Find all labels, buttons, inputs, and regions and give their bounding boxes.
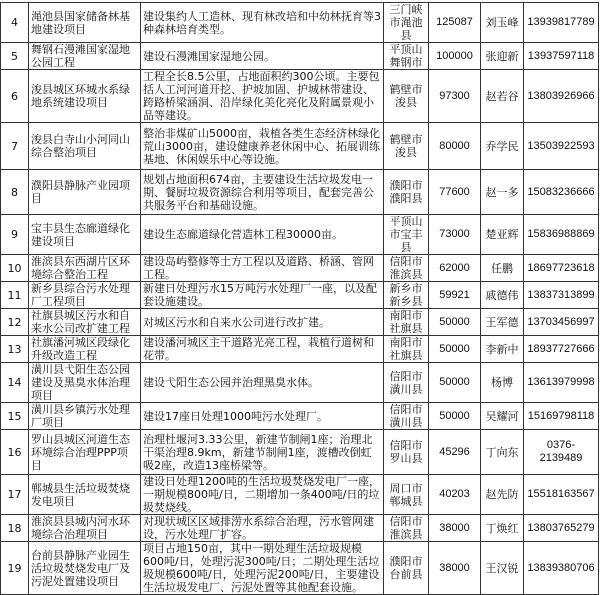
project-table bbox=[0, 2, 599, 595]
location: 鹤壁市浚县 bbox=[384, 70, 429, 123]
row-number: 12 bbox=[1, 309, 29, 336]
table-row bbox=[1, 70, 599, 123]
row-number: 10 bbox=[1, 255, 29, 282]
investment-amount: 40203 bbox=[429, 475, 481, 515]
investment-amount: 77600 bbox=[429, 170, 481, 215]
row-number: 4 bbox=[1, 3, 29, 43]
location: 南阳市社旗县 bbox=[384, 309, 429, 336]
location: 三门峡市渑池县 bbox=[384, 3, 429, 43]
project-description: 建设弋阳生态公园并治理黑臭水体。 bbox=[141, 363, 384, 403]
project-name: 社旗县城区污水和自来水公司改扩建工程 bbox=[29, 309, 141, 336]
table-row bbox=[1, 123, 599, 170]
location: 信阳市潢川县 bbox=[384, 403, 429, 430]
table-row bbox=[1, 309, 599, 336]
table-row bbox=[1, 215, 599, 255]
table-row bbox=[1, 515, 599, 542]
contact-person: 王军德 bbox=[481, 309, 524, 336]
table-row bbox=[1, 475, 599, 515]
contact-person: 丁向东 bbox=[481, 430, 524, 475]
investment-amount: 50000 bbox=[429, 363, 481, 403]
location: 信阳市淮滨县 bbox=[384, 255, 429, 282]
investment-amount: 73000 bbox=[429, 215, 481, 255]
location: 信阳市淮滨县 bbox=[384, 515, 429, 542]
project-description: 建设集约人工造林、现有林改培和中幼林抚育等3种森林培育类型。 bbox=[141, 3, 384, 43]
contact-person: 赵先防 bbox=[481, 475, 524, 515]
location: 信阳市潢川县 bbox=[384, 363, 429, 403]
location: 平顶山市宝丰县 bbox=[384, 215, 429, 255]
phone-number: 18697723618 bbox=[524, 255, 599, 282]
phone-number: 13503922593 bbox=[524, 123, 599, 170]
table-row bbox=[1, 336, 599, 363]
project-description: 项目占地150亩，其中一期处理生活垃圾规模600吨/日，处理污泥300吨/日；二期处理生活垃圾规模600吨/日，处理污泥200吨/日，主要建设生活垃圾发电厂、污泥处置等其他配套设施。 bbox=[141, 542, 384, 595]
phone-number: 0376-2139489 bbox=[524, 430, 599, 475]
project-description: 对城区污水和自来水公司进行改扩建。 bbox=[141, 309, 384, 336]
row-number: 19 bbox=[1, 542, 29, 595]
phone-number: 13937597118 bbox=[524, 43, 599, 70]
project-description: 建设石漫滩国家湿地公园。 bbox=[141, 43, 384, 70]
phone-number: 13703456997 bbox=[524, 309, 599, 336]
table-row bbox=[1, 170, 599, 215]
location: 濮阳市濮阳县 bbox=[384, 170, 429, 215]
project-name: 宝丰县生态廊道绿化建设项目 bbox=[29, 215, 141, 255]
investment-amount: 50000 bbox=[429, 336, 481, 363]
project-description: 整治非煤矿山5000亩，栽植各类生态经济林绿化荒山3000亩，建设健康养老休闲中心、拓展训练基地、休闲娱乐中心等设施。 bbox=[141, 123, 384, 170]
project-name: 浚县城区环城水系绿地系统建设项目 bbox=[29, 70, 141, 123]
project-name: 浚县白寺山小河同山综合整治项目 bbox=[29, 123, 141, 170]
location: 新乡市新乡县 bbox=[384, 282, 429, 309]
contact-person: 赵若谷 bbox=[481, 70, 524, 123]
location: 鹤壁市浚县 bbox=[384, 123, 429, 170]
investment-amount: 100000 bbox=[429, 43, 481, 70]
project-description: 对现状城区区域排涝水系综合治理，污水管网建设，污水处理厂扩容。 bbox=[141, 515, 384, 542]
location: 平顶山舞钢市 bbox=[384, 43, 429, 70]
contact-person: 李新中 bbox=[481, 336, 524, 363]
row-number: 16 bbox=[1, 430, 29, 475]
project-description: 规划占地面积674亩，主要建设生活垃圾发电一期、餐厨垃圾资源综合利用等项目，配套完善公共服务平台和基础设施。 bbox=[141, 170, 384, 215]
row-number: 15 bbox=[1, 403, 29, 430]
project-name: 罗山县城区河道生态环境综合治理PPP项目 bbox=[29, 430, 141, 475]
project-name: 社旗潘河城区段绿化升级改造工程 bbox=[29, 336, 141, 363]
project-name: 新乡县综合污水处理厂工程项目 bbox=[29, 282, 141, 309]
contact-person: 戚德伟 bbox=[481, 282, 524, 309]
project-name: 舞钢石漫滩国家湿地公园工程 bbox=[29, 43, 141, 70]
table-row bbox=[1, 282, 599, 309]
project-name: 淮滨县县城内河水环境综合治理项目 bbox=[29, 515, 141, 542]
contact-person: 杨博 bbox=[481, 363, 524, 403]
phone-number: 13613979998 bbox=[524, 363, 599, 403]
contact-person: 赵一多 bbox=[481, 170, 524, 215]
investment-amount: 38000 bbox=[429, 515, 481, 542]
project-name: 郸城县生活垃圾焚烧发电项目 bbox=[29, 475, 141, 515]
table-row bbox=[1, 542, 599, 595]
investment-amount: 50000 bbox=[429, 309, 481, 336]
phone-number: 15836988869 bbox=[524, 215, 599, 255]
row-number: 17 bbox=[1, 475, 29, 515]
contact-person: 刘玉峰 bbox=[481, 3, 524, 43]
location: 周口市郸城县 bbox=[384, 475, 429, 515]
project-description: 建设日处理1200吨的生活垃圾焚烧发电厂一座，一期规模800吨/日，二期增加一条400吨/日的垃圾焚烧线。 bbox=[141, 475, 384, 515]
contact-person: 吴耀河 bbox=[481, 403, 524, 430]
table-row bbox=[1, 43, 599, 70]
investment-amount: 125087 bbox=[429, 3, 481, 43]
row-number: 6 bbox=[1, 70, 29, 123]
project-description: 建设17座日处理1000吨污水处理厂。 bbox=[141, 403, 384, 430]
location: 信阳市罗山县 bbox=[384, 430, 429, 475]
phone-number: 13837313899 bbox=[524, 282, 599, 309]
project-description: 建设岛屿整修等土方工程以及道路、桥涵、管网工程。 bbox=[141, 255, 384, 282]
phone-number: 13803765279 bbox=[524, 515, 599, 542]
table-row bbox=[1, 403, 599, 430]
project-description: 建设潘河城区主干道路光亮工程，栽植行道树和花带。 bbox=[141, 336, 384, 363]
row-number: 8 bbox=[1, 170, 29, 215]
contact-person: 丁焕红 bbox=[481, 515, 524, 542]
phone-number: 13839380706 bbox=[524, 542, 599, 595]
project-name: 潢川县弋阳生态公园建设及黑臭水体治理项目 bbox=[29, 363, 141, 403]
investment-amount: 80000 bbox=[429, 123, 481, 170]
row-number: 18 bbox=[1, 515, 29, 542]
contact-person: 王汉锐 bbox=[481, 542, 524, 595]
investment-amount: 45296 bbox=[429, 430, 481, 475]
investment-amount: 97300 bbox=[429, 70, 481, 123]
investment-amount: 38000 bbox=[429, 542, 481, 595]
phone-number: 15169798118 bbox=[524, 403, 599, 430]
row-number: 5 bbox=[1, 43, 29, 70]
contact-person: 张迎新 bbox=[481, 43, 524, 70]
contact-person: 任鹏 bbox=[481, 255, 524, 282]
phone-number: 13939817789 bbox=[524, 3, 599, 43]
project-description: 建设生态廊道绿化营造林工程30000亩。 bbox=[141, 215, 384, 255]
project-name: 濮阳县静脉产业园项目 bbox=[29, 170, 141, 215]
table-row bbox=[1, 430, 599, 475]
table-row bbox=[1, 255, 599, 282]
row-number: 7 bbox=[1, 123, 29, 170]
project-name: 潢川县乡镇污水处理厂项目 bbox=[29, 403, 141, 430]
row-number: 9 bbox=[1, 215, 29, 255]
phone-number: 15518163567 bbox=[524, 475, 599, 515]
project-name: 台前县静脉产业园生活垃圾焚烧发电厂及污泥处置建设项目 bbox=[29, 542, 141, 595]
phone-number: 18937727666 bbox=[524, 336, 599, 363]
project-description: 治理杜堰河3.33公里，新建节制闸1座；治理北干渠治理8.9km，新建节制闸1座，渡槽改倒虹吸2座，改造13座桥梁等。 bbox=[141, 430, 384, 475]
investment-amount: 62000 bbox=[429, 255, 481, 282]
table-row bbox=[1, 3, 599, 43]
investment-amount: 50000 bbox=[429, 403, 481, 430]
table-row bbox=[1, 363, 599, 403]
contact-person: 楚亚辉 bbox=[481, 215, 524, 255]
row-number: 14 bbox=[1, 363, 29, 403]
project-name: 淮滨县东西湖片区环境综合整治工程 bbox=[29, 255, 141, 282]
location: 南阳市社旗县 bbox=[384, 336, 429, 363]
project-description: 工程全长8.5公里，占地面积约300公顷。主要包括人工河河道开挖、护坡加固、护城林带建设、跨路桥梁涵洞、沿岸绿化美化亮化及附属景观小品等建设。 bbox=[141, 70, 384, 123]
location: 濮阳市台前县 bbox=[384, 542, 429, 595]
contact-person: 乔学民 bbox=[481, 123, 524, 170]
project-description: 新建日处理污水15万吨污水处理厂一座，以及配套设施建设。 bbox=[141, 282, 384, 309]
phone-number: 15083236666 bbox=[524, 170, 599, 215]
row-number: 11 bbox=[1, 282, 29, 309]
phone-number: 13803926966 bbox=[524, 70, 599, 123]
investment-amount: 59921 bbox=[429, 282, 481, 309]
row-number: 13 bbox=[1, 336, 29, 363]
project-name: 渑池县国家储备林基地建设项目 bbox=[29, 3, 141, 43]
